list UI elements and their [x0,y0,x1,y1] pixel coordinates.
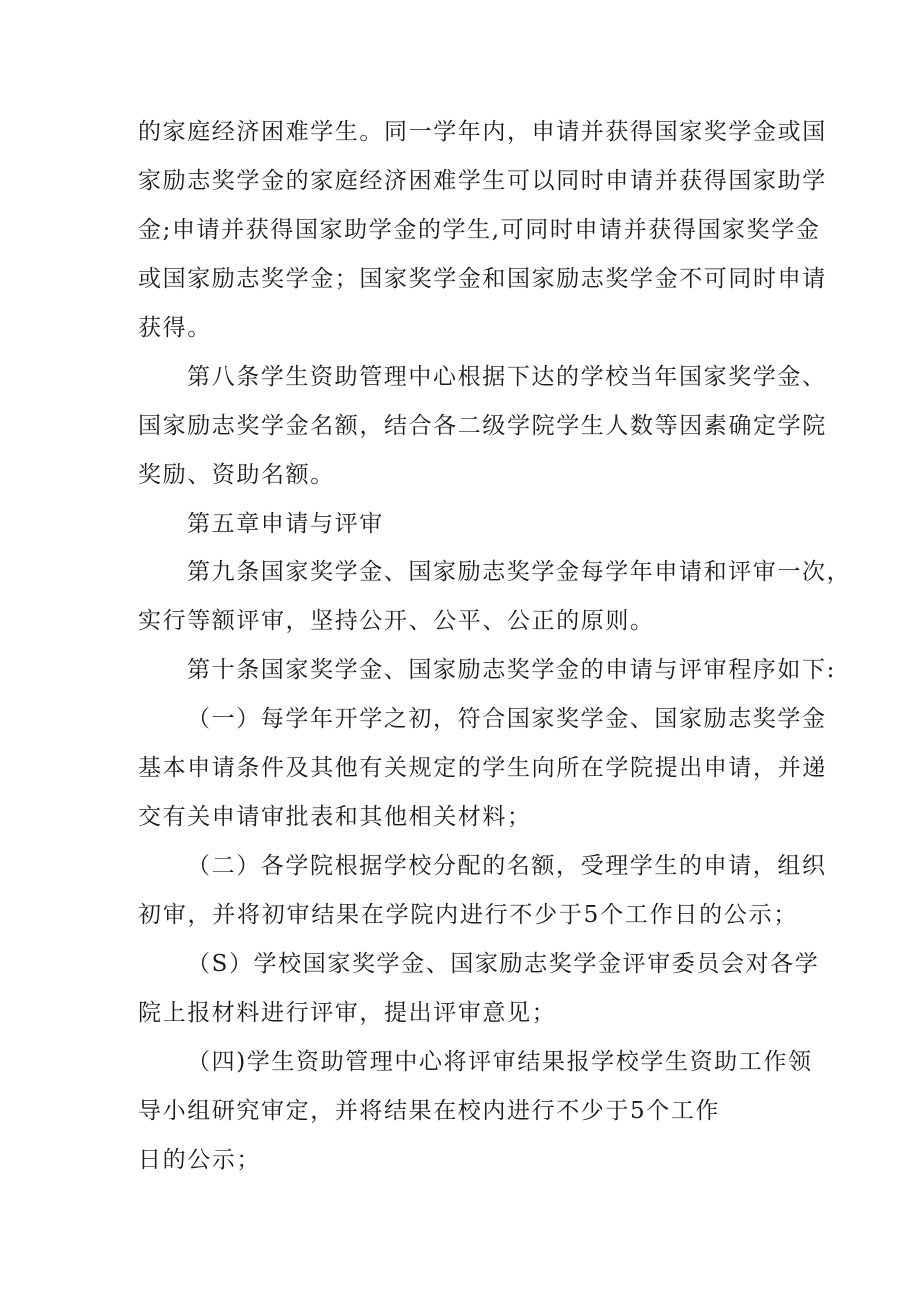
chapter-heading: 第五章申请与评审 [187,511,384,537]
text-line: 或国家励志奖学金；国家奖学金和国家励志奖学金不可同时申请 [138,266,827,292]
text-line: 基本申请条件及其他有关规定的学生向所在学院提出申请，并递 [138,755,827,781]
text-line: 导小组研究审定，并将结果在校内进行不少于5个工作 [138,1098,721,1124]
text-line: 获得。 [138,315,212,341]
text-line: 国家励志奖学金名额，结合各二级学院学生人数等因素确定学院 [138,413,827,439]
article-10-start: 第十条国家奖学金、国家励志奖学金的申请与评审程序如下: [187,657,836,683]
text-line: 实行等额评审，坚持公开、公平、公正的原则。 [138,608,655,634]
text-line: 金;申请并获得国家助学金的学生,可同时申请并获得国家奖学金 [138,217,821,243]
text-line: 日的公示； [138,1147,261,1173]
article-9-start: 第九条国家奖学金、国家励志奖学金每学年申请和评审一次， [187,559,852,585]
text-line: 初审，并将初审结果在学院内进行不少于5个工作日的公示； [138,902,798,928]
item-2-start: （二）各学院根据学校分配的名额，受理学生的申请，组织 [187,853,827,879]
text-line: 家励志奖学金的家庭经济困难学生可以同时申请并获得国家助学 [138,168,827,194]
item-4-start: （四)学生资助管理中心将评审结果报学校学生资助工作领 [187,1049,813,1075]
article-8-start: 第八条学生资助管理中心根据下达的学校当年国家奖学金、 [187,364,827,390]
item-1-start: （一）每学年开学之初，符合国家奖学金、国家励志奖学金 [187,706,827,732]
text-line: 交有关申请审批表和其他相关材料； [138,804,532,830]
text-line: 的家庭经济困难学生。同一学年内，申请并获得国家奖学金或国 [138,119,827,145]
text-line: 院上报材料进行评审，提出评审意见； [138,1000,557,1026]
item-3-start: （S）学校国家奖学金、国家励志奖学金评审委员会对各学 [187,951,820,977]
text-line: 奖励、资助名额。 [138,462,335,488]
